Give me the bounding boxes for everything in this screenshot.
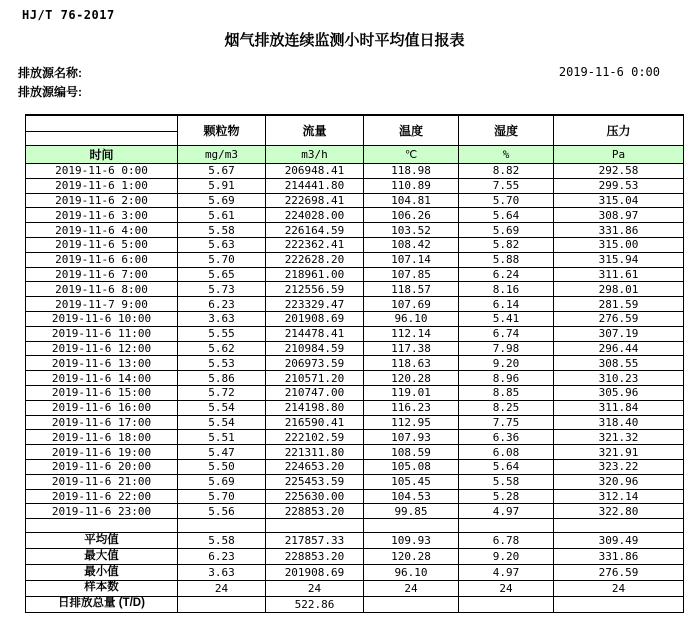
table-row [26,445,684,460]
doc-standard-code: HJ/T 76-2017 [22,8,115,22]
value-cell: 222362.41 [266,237,364,252]
value-cell: 24 [554,580,684,596]
value-cell: 276.59 [554,564,684,580]
value-cell: 5.72 [178,385,266,400]
value-cell: 105.08 [364,459,459,474]
value-cell: 109.93 [364,533,459,549]
value-cell: 6.23 [178,297,266,312]
unit-particulate: mg/m3 [178,146,266,164]
value-cell: 292.58 [554,164,684,179]
value-cell: 5.63 [178,237,266,252]
value-cell: 5.58 [178,223,266,238]
time-cell: 2019-11-6 20:00 [26,459,178,474]
value-cell: 216590.41 [266,415,364,430]
value-cell: 5.61 [178,208,266,223]
source-id-label: 排放源编号: [18,85,82,99]
table-row [26,223,684,238]
value-cell: 6.23 [178,549,266,565]
value-cell: 281.59 [554,297,684,312]
summary-row [26,533,684,549]
table-row [26,504,684,519]
table-row [26,341,684,356]
table-row [26,356,684,371]
value-cell: 5.53 [178,356,266,371]
value-cell [459,596,554,612]
table-row [26,164,684,179]
value-cell: 320.96 [554,474,684,489]
value-cell: 201908.69 [266,564,364,580]
page-title: 烟气排放连续监测小时平均值日报表 [224,32,465,49]
value-cell: 9.20 [459,549,554,565]
summary-label: 最大值 [26,549,178,565]
value-cell: 119.01 [364,385,459,400]
value-cell: 214198.80 [266,400,364,415]
value-cell: 108.59 [364,445,459,460]
header-split-divider [26,131,177,132]
value-cell: 214478.41 [266,326,364,341]
value-cell: 5.73 [178,282,266,297]
value-cell: 116.23 [364,400,459,415]
value-cell: 308.55 [554,356,684,371]
value-cell: 5.64 [459,208,554,223]
value-cell: 7.98 [459,341,554,356]
value-cell: 310.23 [554,371,684,386]
time-cell: 2019-11-7 9:00 [26,297,178,312]
value-cell: 331.86 [554,223,684,238]
value-cell: 331.86 [554,549,684,565]
col-header-temperature: 温度 [364,115,459,146]
value-cell: 5.62 [178,341,266,356]
value-cell: 5.70 [178,489,266,504]
value-cell: 112.95 [364,415,459,430]
value-cell: 5.86 [178,371,266,386]
value-cell [266,519,364,533]
value-cell: 4.97 [459,504,554,519]
value-cell: 210571.20 [266,371,364,386]
value-cell: 225630.00 [266,489,364,504]
value-cell: 322.80 [554,504,684,519]
value-cell: 5.55 [178,326,266,341]
value-cell: 5.70 [178,252,266,267]
summary-label: 平均值 [26,533,178,549]
value-cell: 106.26 [364,208,459,223]
value-cell: 5.69 [459,223,554,238]
value-cell: 307.19 [554,326,684,341]
time-cell: 2019-11-6 6:00 [26,252,178,267]
value-cell: 5.54 [178,415,266,430]
value-cell: 6.78 [459,533,554,549]
value-cell: 309.49 [554,533,684,549]
value-cell: 9.20 [459,356,554,371]
value-cell: 107.85 [364,267,459,282]
value-cell: 210747.00 [266,385,364,400]
table-row [26,252,684,267]
value-cell: 105.45 [364,474,459,489]
value-cell: 315.00 [554,237,684,252]
value-cell: 96.10 [364,564,459,580]
time-cell: 2019-11-6 1:00 [26,178,178,193]
header-row [26,115,684,146]
value-cell: 118.63 [364,356,459,371]
value-cell: 5.67 [178,164,266,179]
col-header-pressure: 压力 [554,115,684,146]
report-datetime: 2019-11-6 0:00 [558,65,660,79]
table-row [26,474,684,489]
value-cell: 522.86 [266,596,364,612]
table-row [26,237,684,252]
time-cell: 2019-11-6 23:00 [26,504,178,519]
table-row [26,430,684,445]
value-cell [554,596,684,612]
time-cell: 2019-11-6 10:00 [26,311,178,326]
source-name-label: 排放源名称: [18,66,82,80]
value-cell: 8.85 [459,385,554,400]
value-cell: 305.96 [554,385,684,400]
value-cell [364,519,459,533]
value-cell: 276.59 [554,311,684,326]
value-cell: 228853.20 [266,549,364,565]
time-cell: 2019-11-6 4:00 [26,223,178,238]
unit-pressure: Pa [554,146,684,164]
value-cell: 7.75 [459,415,554,430]
col-header-flow: 流量 [266,115,364,146]
value-cell: 323.22 [554,459,684,474]
time-cell: 2019-11-6 19:00 [26,445,178,460]
value-cell: 321.91 [554,445,684,460]
value-cell: 24 [364,580,459,596]
value-cell: 6.14 [459,297,554,312]
value-cell: 206948.41 [266,164,364,179]
table-row [26,459,684,474]
value-cell: 3.63 [178,311,266,326]
value-cell: 224653.20 [266,459,364,474]
unit-temperature: ℃ [364,146,459,164]
time-cell: 2019-11-6 3:00 [26,208,178,223]
value-cell: 118.57 [364,282,459,297]
value-cell: 225453.59 [266,474,364,489]
value-cell: 5.88 [459,252,554,267]
table-row [26,489,684,504]
col-header-particulate: 颗粒物 [178,115,266,146]
summary-label: 样本数 [26,580,178,596]
value-cell: 5.82 [459,237,554,252]
value-cell: 5.64 [459,459,554,474]
unit-row [26,146,684,164]
time-cell: 2019-11-6 15:00 [26,385,178,400]
time-label: 时间 [26,146,178,164]
table-row [26,371,684,386]
value-cell: 5.69 [178,474,266,489]
summary-label: 最小值 [26,564,178,580]
value-cell: 5.65 [178,267,266,282]
time-cell [26,519,178,533]
value-cell: 5.41 [459,311,554,326]
time-cell: 2019-11-6 11:00 [26,326,178,341]
value-cell: 104.81 [364,193,459,208]
value-cell: 214441.80 [266,178,364,193]
value-cell: 120.28 [364,549,459,565]
time-cell: 2019-11-6 18:00 [26,430,178,445]
value-cell: 110.89 [364,178,459,193]
value-cell: 117.38 [364,341,459,356]
value-cell: 312.14 [554,489,684,504]
table-row [26,400,684,415]
value-cell: 5.47 [178,445,266,460]
time-cell: 2019-11-6 5:00 [26,237,178,252]
value-cell [364,596,459,612]
table-row [26,415,684,430]
value-cell: 212556.59 [266,282,364,297]
table-row [26,208,684,223]
value-cell: 24 [266,580,364,596]
value-cell: 223329.47 [266,297,364,312]
value-cell: 107.93 [364,430,459,445]
value-cell: 210984.59 [266,341,364,356]
value-cell: 7.55 [459,178,554,193]
value-cell: 6.24 [459,267,554,282]
value-cell: 118.98 [364,164,459,179]
value-cell: 315.94 [554,252,684,267]
value-cell [459,519,554,533]
value-cell: 107.14 [364,252,459,267]
col-header-humidity: 湿度 [459,115,554,146]
value-cell: 5.70 [459,193,554,208]
time-cell: 2019-11-6 12:00 [26,341,178,356]
value-cell: 298.01 [554,282,684,297]
summary-row [26,596,684,612]
value-cell: 8.96 [459,371,554,386]
value-cell: 120.28 [364,371,459,386]
table-body [26,164,684,613]
table-row [26,311,684,326]
value-cell: 6.08 [459,445,554,460]
value-cell: 24 [459,580,554,596]
table-row [26,178,684,193]
value-cell: 104.53 [364,489,459,504]
time-cell: 2019-11-6 22:00 [26,489,178,504]
value-cell [554,519,684,533]
value-cell: 5.51 [178,430,266,445]
value-cell: 222102.59 [266,430,364,445]
value-cell: 8.25 [459,400,554,415]
value-cell: 5.69 [178,193,266,208]
value-cell: 222698.41 [266,193,364,208]
value-cell: 201908.69 [266,311,364,326]
value-cell: 112.14 [364,326,459,341]
time-cell: 2019-11-6 14:00 [26,371,178,386]
table-row [26,385,684,400]
time-cell: 2019-11-6 8:00 [26,282,178,297]
value-cell: 99.85 [364,504,459,519]
table-row [26,297,684,312]
time-cell: 2019-11-6 16:00 [26,400,178,415]
time-cell: 2019-11-6 13:00 [26,356,178,371]
value-cell: 103.52 [364,223,459,238]
value-cell: 299.53 [554,178,684,193]
value-cell: 6.36 [459,430,554,445]
value-cell: 5.58 [459,474,554,489]
value-cell: 206973.59 [266,356,364,371]
value-cell: 5.91 [178,178,266,193]
unit-humidity: % [459,146,554,164]
value-cell: 318.40 [554,415,684,430]
value-cell: 8.82 [459,164,554,179]
value-cell: 3.63 [178,564,266,580]
value-cell: 5.50 [178,459,266,474]
table-row [26,267,684,282]
summary-label: 日排放总量 (T/D) [26,596,178,612]
value-cell: 8.16 [459,282,554,297]
value-cell: 315.04 [554,193,684,208]
value-cell: 321.32 [554,430,684,445]
value-cell: 221311.80 [266,445,364,460]
time-cell: 2019-11-6 21:00 [26,474,178,489]
unit-flow: m3/h [266,146,364,164]
time-cell: 2019-11-6 7:00 [26,267,178,282]
report-table [25,114,684,613]
table-row [26,326,684,341]
table-row [26,282,684,297]
value-cell: 5.28 [459,489,554,504]
value-cell: 226164.59 [266,223,364,238]
time-column-header [26,115,178,146]
value-cell: 96.10 [364,311,459,326]
value-cell [178,519,266,533]
value-cell: 296.44 [554,341,684,356]
time-cell: 2019-11-6 17:00 [26,415,178,430]
summary-row [26,549,684,565]
value-cell: 217857.33 [266,533,364,549]
value-cell: 4.97 [459,564,554,580]
value-cell: 311.61 [554,267,684,282]
value-cell: 107.69 [364,297,459,312]
value-cell: 222628.20 [266,252,364,267]
value-cell: 24 [178,580,266,596]
value-cell: 108.42 [364,237,459,252]
summary-row [26,564,684,580]
value-cell: 311.84 [554,400,684,415]
value-cell: 218961.00 [266,267,364,282]
spacer-row [26,519,684,533]
value-cell [178,596,266,612]
time-cell: 2019-11-6 2:00 [26,193,178,208]
value-cell: 5.58 [178,533,266,549]
value-cell: 6.74 [459,326,554,341]
value-cell: 5.54 [178,400,266,415]
time-cell: 2019-11-6 0:00 [26,164,178,179]
value-cell: 228853.20 [266,504,364,519]
table-row [26,193,684,208]
value-cell: 5.56 [178,504,266,519]
value-cell: 224028.00 [266,208,364,223]
value-cell: 308.97 [554,208,684,223]
summary-row [26,580,684,596]
